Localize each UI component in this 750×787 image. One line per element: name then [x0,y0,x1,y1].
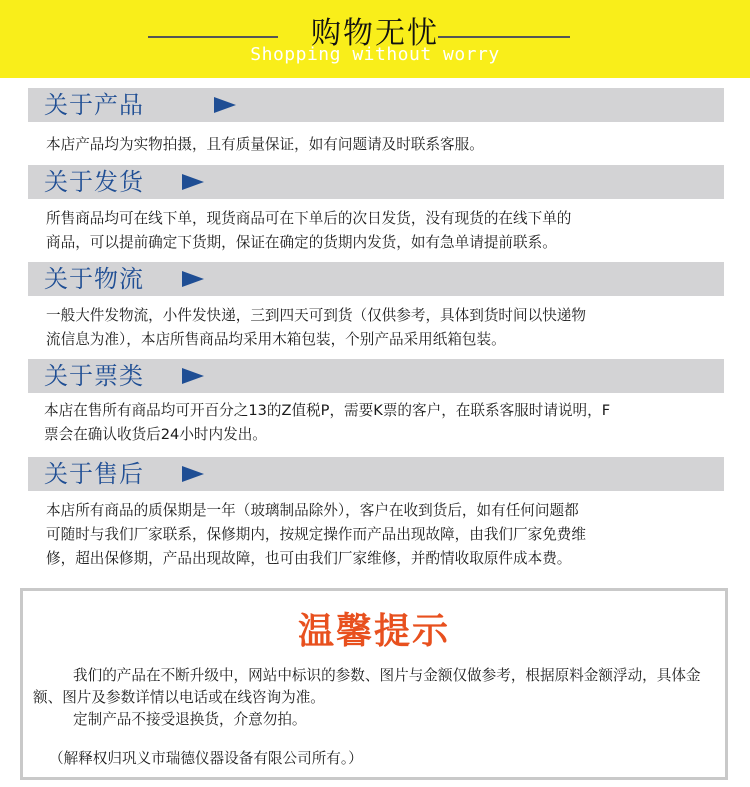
section-heading-label: 关于票类 [44,362,144,390]
notice-title: 温馨提示 [297,611,450,652]
page-title: 购物无忧 [311,16,439,51]
section-text-invoice: 本店在售所有商品均可开百分之13的Z值税P，需要K票的客户，在联系客服时请说明，F 票会在确认收货后24小时内发出。 [44,402,611,443]
notice-paragraph: 我们的产品在不断升级中，网站中标识的参数、图片与金额仅做参考，根据原料金额浮动，具体金额、图片及参数详情以电话或在线咨询为准。 [33,667,701,706]
section-heading-label: 关于物流 [44,265,144,293]
arrow-right-icon [182,271,204,287]
arrow-right-icon [182,368,204,384]
section-text-product: 本店产品均为实物拍摄，且有质量保证，如有问题请及时联系客服。 [46,136,484,153]
notice-body [33,665,723,731]
section-heading-product [28,88,724,122]
arrow-right-icon [182,174,204,190]
page-subtitle: Shopping without worry [250,44,500,65]
section-heading-label: 关于产品 [44,91,144,119]
section-heading-label: 关于发货 [44,168,144,196]
section-heading-label: 关于售后 [44,460,144,488]
notice-box [20,588,728,780]
section-text-logistics: 一般大件发物流，小件发快递，三到四天可到货（仅供参考，具体到货时间以快递物 流信息为准），本店所售商品均采用木箱包装，个别产品采用纸箱包装。 [46,307,586,348]
arrow-right-icon [182,466,204,482]
section-text-after-sales: 本店所有商品的质保期是一年（玻璃制品除外），客户在收到货后，如有任何问题都 可随时与我们厂家联系，保修期内，按规定操作而产品出现故障，由我们厂家免费维 修，超出保修期，产品出现故障，也可由我们厂家维修，并酌情收取原件成本费。 [46,502,586,567]
section-heading-logistics [28,262,724,296]
section-text-shipping: 所售商品均可在线下单，现货商品可在下单后的次日发货，没有现货的在线下单的 商品，可以提前确定下货期，保证在确定的货期内发货，如有急单请提前联系。 [46,210,572,251]
section-heading-after-sales [28,457,724,491]
section-heading-shipping [28,165,724,199]
section-heading-invoice [28,359,724,393]
header-banner [0,0,750,78]
arrow-right-icon [214,97,236,113]
copyright-note: （解释权归巩义市瑞德仪器设备有限公司所有。） [49,750,363,767]
notice-paragraph: 定制产品不接受退换货，介意勿拍。 [73,711,307,728]
